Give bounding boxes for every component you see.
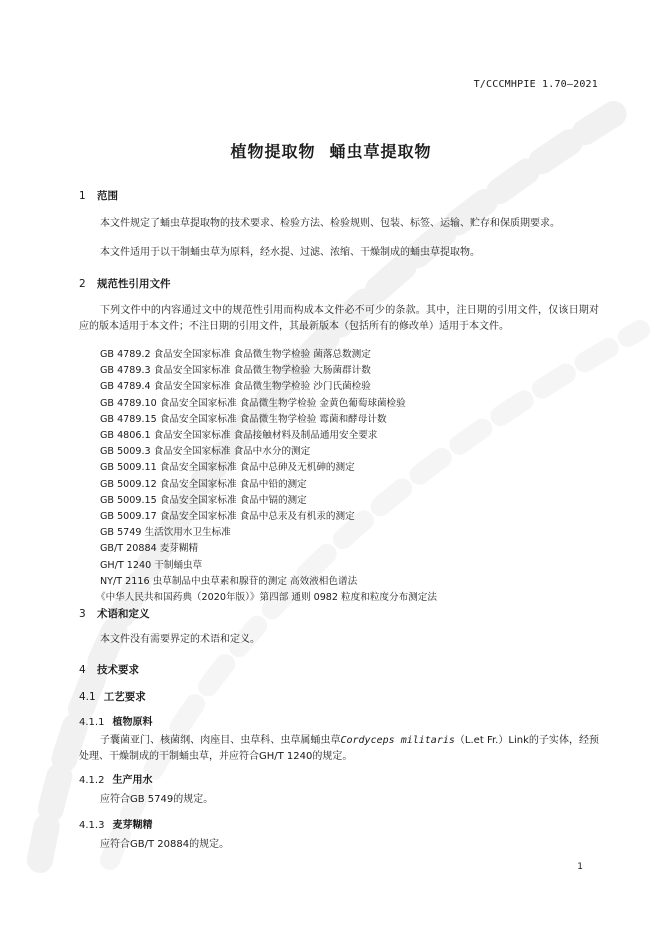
latin-name: Cordyceps militaris [340,735,455,746]
subsection-number: 4.1.1 [79,717,105,728]
maltodextrin-paragraph: 应符合GB/T 20884的规定。 [100,839,230,850]
paragraph-text: （L.et Fr.）Link的子实体，经预处理、干燥制成的干制蛹虫草，并应符合GH/T 1240的规定。 [79,735,600,762]
scope-paragraph-2: 本文件适用于以干制蛹虫草为原料，经水提、过滤、浓缩、干燥制成的蛹虫草提取物。 [100,247,480,258]
section-title: 范围 [97,190,118,202]
subsection-title: 植物原料 [112,717,153,728]
references-intro-paragraph: 下列文件中的内容通过文中的规范性引用而构成本文件必不可少的条款。其中，注日期的引用文件，仅该日期对应的版本适用于本文件；不注日期的引用文件，其最新版本（包括所有的修改单）适用于本文件。 [79,305,599,332]
reference-item: GB 4789.3 食品安全国家标准 食品微生物学检验 大肠菌群计数 [100,365,371,377]
reference-item: GB 4789.2 食品安全国家标准 食品微生物学检验 菌落总数测定 [100,349,371,360]
reference-item: GH/T 1240 干制蛹虫草 [100,559,203,571]
reference-item: GB 5009.3 食品安全国家标准 食品中水分的测定 [100,446,311,458]
reference-item: NY/T 2116 虫草制品中虫草素和腺苷的测定 高效液相色谱法 [100,575,358,587]
section-heading-2 [79,276,171,291]
terms-paragraph: 本文件没有需要界定的术语和定义。 [100,634,260,645]
reference-item: GB 5749 生活饮用水卫生标准 [100,527,231,539]
standard-code: T/CCCMHPIE 1.70—2021 [473,79,598,90]
subsection-title: 工艺要求 [103,691,146,703]
section-title: 技术要求 [97,664,139,676]
title-part-2: 蛹虫草提取物 [329,142,432,161]
subsection-heading-4-1-3 [79,816,152,831]
paragraph-text: 子囊菌亚门、核菌纲、肉座目、虫草科、虫草属蛹虫草 [100,735,341,746]
title-part-1: 植物提取物 [230,142,316,161]
reference-item: GB 4789.4 食品安全国家标准 食品微生物学检验 沙门氏菌检验 [100,381,371,393]
subsection-title: 生产用水 [112,775,153,786]
reference-item: GB 5009.12 食品安全国家标准 食品中铅的测定 [100,478,307,490]
subsection-number: 4.1.3 [79,820,105,831]
reference-item: GB 5009.15 食品安全国家标准 食品中镉的测定 [100,494,307,506]
reference-item: GB/T 20884 麦芽糊精 [100,543,199,555]
subsection-number: 4.1.2 [79,775,105,786]
subsection-heading-4-1 [79,689,146,704]
section-number: 1 [79,190,86,202]
reference-list [96,347,437,606]
section-heading-3 [79,606,150,621]
section-heading-4 [79,662,139,677]
scope-paragraph-1: 本文件规定了蛹虫草提取物的技术要求、检验方法、检验规则、包装、标签、运输、贮存和保质期要求。 [100,218,560,229]
subsection-heading-4-1-1 [79,713,152,728]
reference-item: GB 4789.10 食品安全国家标准 食品微生物学检验 金黄色葡萄球菌检验 [100,397,406,409]
section-number: 2 [79,278,86,290]
page-number: 1 [577,862,583,872]
subsection-heading-4-1-2 [79,771,152,786]
section-number: 3 [79,608,86,620]
plant-material-paragraph [79,733,599,765]
document-title [0,139,662,162]
reference-item: GB 4806.1 食品安全国家标准 食品接触材料及制品通用安全要求 [100,430,378,442]
reference-item: GB 4789.15 食品安全国家标准 食品微生物学检验 霉菌和酵母计数 [100,413,387,425]
section-heading-1 [79,188,118,203]
section-title: 规范性引用文件 [97,278,171,290]
water-paragraph: 应符合GB 5749的规定。 [100,794,214,805]
section-title: 术语和定义 [97,608,150,620]
subsection-title: 麦芽糊精 [112,820,153,831]
reference-item: GB 5009.17 食品安全国家标准 食品中总汞及有机汞的测定 [100,511,355,523]
subsection-number: 4.1 [79,691,96,703]
reference-item: GB 5009.11 食品安全国家标准 食品中总砷及无机砷的测定 [100,462,355,474]
section-number: 4 [79,664,86,676]
reference-item: 《中华人民共和国药典（2020年版）》第四部 通则 0982 粒度和粒度分布测定法 [96,592,437,604]
